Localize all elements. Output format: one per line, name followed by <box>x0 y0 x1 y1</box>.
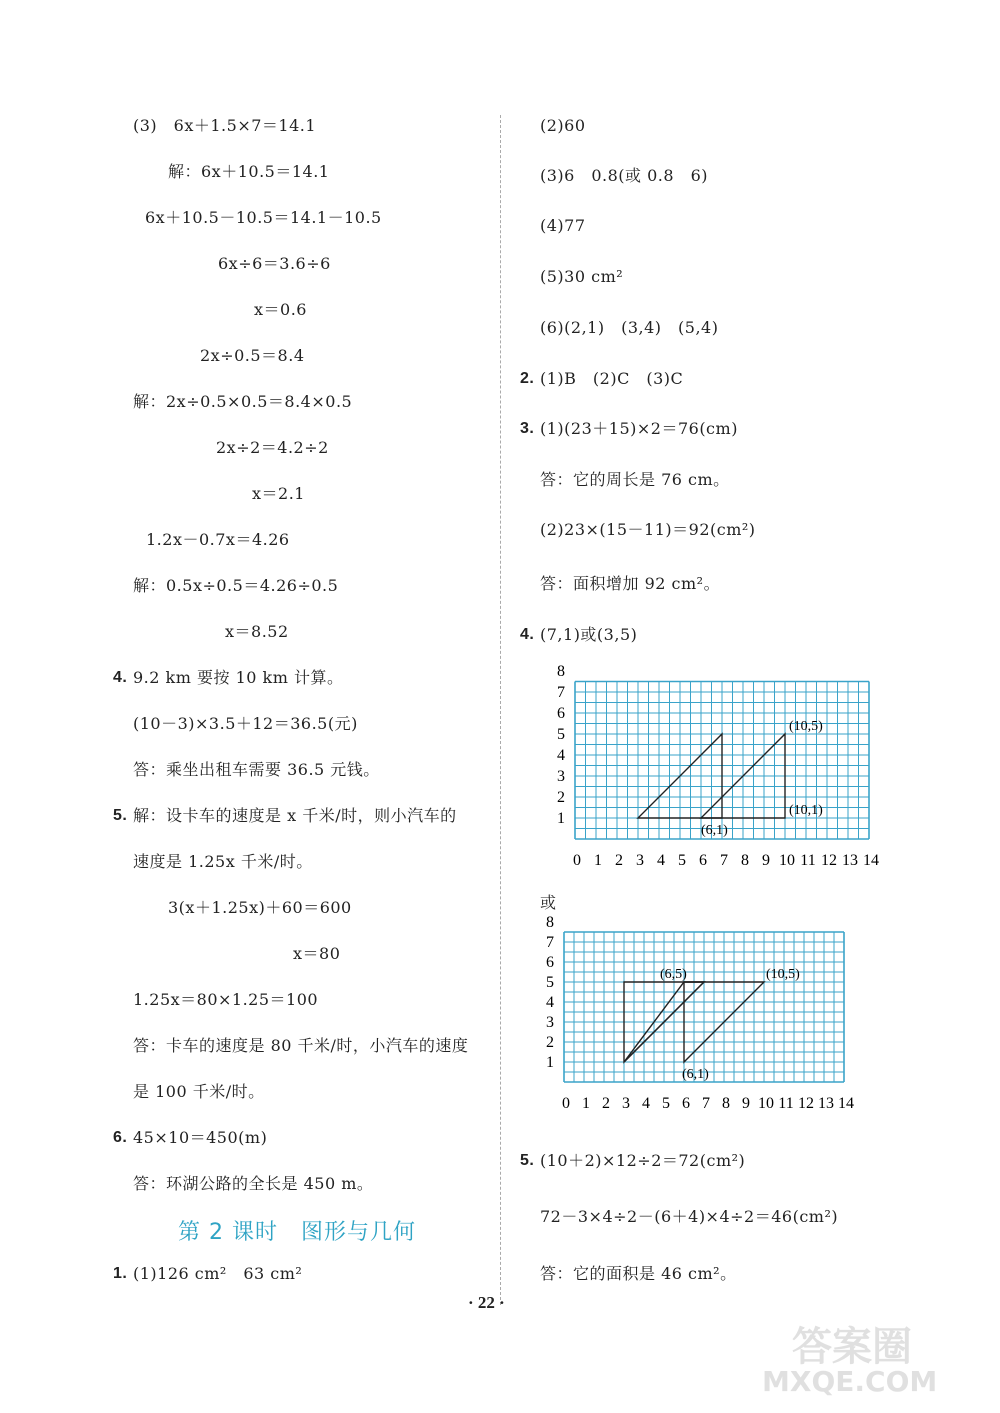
x-tick-label: 3 <box>636 852 644 869</box>
x-tick-label: 4 <box>642 1095 650 1112</box>
x-tick-label: 12 <box>821 852 837 869</box>
y-tick-label: 5 <box>546 974 554 991</box>
s4-number: 4. <box>520 626 535 643</box>
s5-number: 5. <box>520 1152 535 1169</box>
s2-answers: (1)B (2)C (3)C <box>540 369 684 388</box>
eq-3-line3: 6x＋10.5－10.5＝14.1－10.5 <box>145 208 382 227</box>
x-tick-label: 3 <box>622 1095 630 1112</box>
x-tick-label: 11 <box>800 852 816 869</box>
y-tick-label: 1 <box>557 810 565 827</box>
y-tick-label: 7 <box>557 684 565 701</box>
s3-line2: (2)23×(15－11)＝92(cm²) <box>540 520 756 539</box>
eq-4-line3: 2x÷2＝4.2÷2 <box>216 438 329 457</box>
point-label: (10,1) <box>789 803 823 818</box>
y-tick-label: 6 <box>557 705 565 722</box>
x-tick-label: 0 <box>562 1095 570 1112</box>
coordinate-grid-2 <box>540 915 870 1115</box>
x-tick-label: 2 <box>615 852 623 869</box>
x-tick-label: 12 <box>798 1095 814 1112</box>
x-tick-label: 0 <box>573 852 581 869</box>
eq-4-line4: x＝2.1 <box>252 484 305 503</box>
eq-3-line1: (3) 6x＋1.5×7＝14.1 <box>133 116 317 135</box>
s1-part6: (6)(2,1) (3,4) (5,4) <box>540 318 719 337</box>
x-tick-label: 10 <box>779 852 795 869</box>
s3-number: 3. <box>520 420 535 437</box>
x-tick-label: 13 <box>842 852 858 869</box>
s1-part2: (2)60 <box>540 116 586 135</box>
q5-answer-line2: 是 100 千米/时。 <box>133 1082 265 1101</box>
y-tick-label: 4 <box>546 994 554 1011</box>
x-tick-label: 13 <box>818 1095 834 1112</box>
point-label: (10,5) <box>789 719 823 734</box>
eq-3-line2: 解：6x＋10.5＝14.1 <box>168 162 330 181</box>
x-tick-label: 6 <box>682 1095 690 1112</box>
s1-part3: (3)6 0.8(或 0.8 6) <box>540 166 708 185</box>
q5-line3: 3(x＋1.25x)＋60＝600 <box>168 898 352 917</box>
x-tick-label: 8 <box>722 1095 730 1112</box>
x-tick-label: 9 <box>742 1095 750 1112</box>
x-tick-label: 11 <box>778 1095 794 1112</box>
q4-answer: 答：乘坐出租车需要 36.5 元钱。 <box>133 760 380 779</box>
q5-line2: 速度是 1.25x 千米/时。 <box>133 852 313 871</box>
watermark-logo-text: 答案圈 <box>792 1324 912 1370</box>
eq-5-line2: 解：0.5x÷0.5＝4.26÷0.5 <box>133 576 339 595</box>
y-tick-label: 5 <box>557 726 565 743</box>
s3-line1: (1)(23＋15)×2＝76(cm) <box>540 419 738 438</box>
x-tick-label: 7 <box>702 1095 710 1112</box>
q6-answer: 答：环湖公路的全长是 450 m。 <box>133 1174 374 1193</box>
x-tick-label: 14 <box>863 852 879 869</box>
x-tick-label: 14 <box>838 1095 854 1112</box>
eq-3-line5: x＝0.6 <box>254 300 307 319</box>
x-tick-label: 5 <box>678 852 686 869</box>
eq-3-line4: 6x÷6＝3.6÷6 <box>218 254 331 273</box>
lesson-title: 第 2 课时 图形与几何 <box>178 1220 416 1245</box>
eq-4-line1: 2x÷0.5＝8.4 <box>200 346 305 365</box>
y-tick-label: 6 <box>546 954 554 971</box>
s2-number: 2. <box>520 370 535 387</box>
q4-number: 4. <box>113 669 128 686</box>
x-tick-label: 6 <box>699 852 707 869</box>
y-tick-label: 7 <box>546 934 554 951</box>
s1-number: 1. <box>113 1265 128 1282</box>
x-tick-label: 2 <box>602 1095 610 1112</box>
y-tick-label: 4 <box>557 747 565 764</box>
column-divider <box>500 115 501 1305</box>
eq-5-line3: x＝8.52 <box>225 622 289 641</box>
eq-4-line2: 解：2x÷0.5×0.5＝8.4×0.5 <box>133 392 353 411</box>
q4-line1: 9.2 km 要按 10 km 计算。 <box>133 668 344 687</box>
q5-answer-line1: 答：卡车的速度是 80 千米/时，小汽车的速度 <box>133 1036 469 1055</box>
y-tick-label: 1 <box>546 1054 554 1071</box>
s1-part4: (4)77 <box>540 216 586 235</box>
s5-answer: 答：它的面积是 46 cm²。 <box>540 1264 737 1283</box>
s4-answer: (7,1)或(3,5) <box>540 625 638 644</box>
point-label: (6,1) <box>682 1067 709 1082</box>
watermark-url: MXQE.COM <box>762 1365 938 1398</box>
y-tick-label: 8 <box>557 663 565 680</box>
q5-line1: 解：设卡车的速度是 x 千米/时，则小汽车的 <box>133 806 457 825</box>
q5-number: 5. <box>113 807 128 824</box>
x-tick-label: 8 <box>741 852 749 869</box>
x-tick-label: 1 <box>582 1095 590 1112</box>
q5-line5: 1.25x＝80×1.25＝100 <box>133 990 319 1009</box>
s5-line2: 72－3×4÷2－(6＋4)×4÷2＝46(cm²) <box>540 1207 839 1226</box>
x-tick-label: 7 <box>720 852 728 869</box>
or-label: 或 <box>540 893 557 912</box>
q4-line2: (10－3)×3.5＋12＝36.5(元) <box>133 714 358 733</box>
y-tick-label: 8 <box>546 914 554 931</box>
x-tick-label: 10 <box>758 1095 774 1112</box>
y-tick-label: 3 <box>546 1014 554 1031</box>
y-tick-label: 2 <box>557 789 565 806</box>
point-label: (6,1) <box>701 823 728 838</box>
page-number: · 22 · <box>468 1293 505 1312</box>
point-label: (10,5) <box>766 967 800 982</box>
point-label: (6,5) <box>660 967 687 982</box>
s3-answer1: 答：它的周长是 76 cm。 <box>540 470 730 489</box>
x-tick-label: 5 <box>662 1095 670 1112</box>
y-tick-label: 2 <box>546 1034 554 1051</box>
q6-line1: 45×10＝450(m) <box>133 1128 268 1147</box>
q5-line4: x＝80 <box>293 944 341 963</box>
x-tick-label: 1 <box>594 852 602 869</box>
x-tick-label: 4 <box>657 852 665 869</box>
s5-line1: (10＋2)×12÷2＝72(cm²) <box>540 1151 746 1170</box>
x-tick-label: 9 <box>762 852 770 869</box>
watermark <box>762 1315 982 1405</box>
coordinate-grid-1 <box>540 663 900 893</box>
s1-line1: (1)126 cm² 63 cm² <box>133 1264 303 1283</box>
s1-part5: (5)30 cm² <box>540 267 624 286</box>
eq-5-line1: 1.2x－0.7x＝4.26 <box>146 530 290 549</box>
y-tick-label: 3 <box>557 768 565 785</box>
q6-number: 6. <box>113 1129 128 1146</box>
s3-answer2: 答：面积增加 92 cm²。 <box>540 574 721 593</box>
